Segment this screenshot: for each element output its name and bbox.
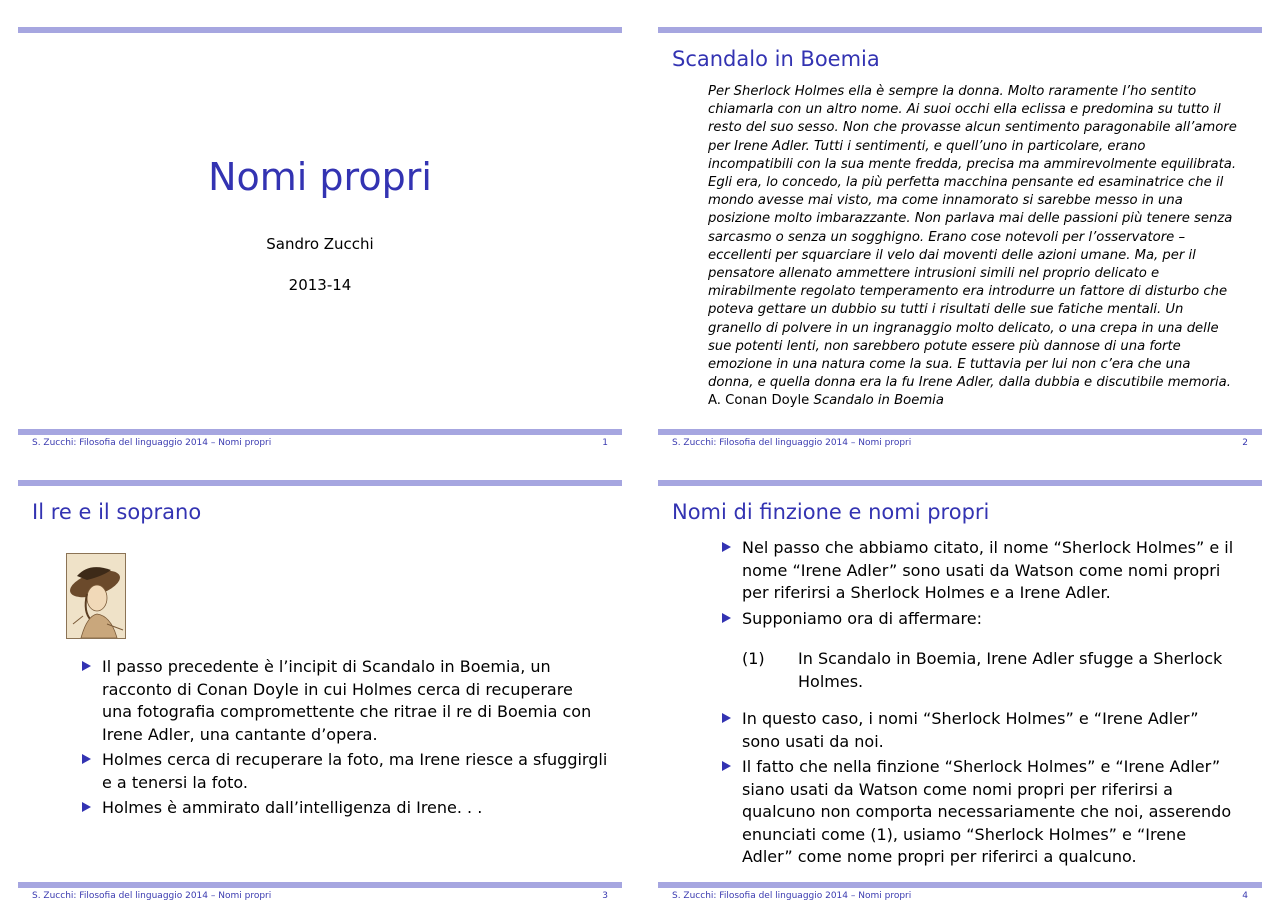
list-item: Supponiamo ora di affermare: bbox=[722, 608, 1242, 631]
frame-title: Scandalo in Boemia bbox=[672, 47, 880, 71]
slide-header-bar bbox=[18, 480, 622, 486]
list-item: Nel passo che abbiamo citato, il nome “Sherlock Holmes” e il nome “Irene Adler” sono usati da Watson come nomi propri per riferirsi a Sherlock Holmes e a Irene Adler. bbox=[722, 537, 1242, 605]
slide-2 bbox=[658, 27, 1262, 453]
quote-line: resto del suo sesso. Non che provasse alcun sentimento paragonabile all’amore bbox=[708, 120, 1237, 136]
slide-footer-bar bbox=[658, 429, 1262, 435]
list-item: Il fatto che nella finzione “Sherlock Holmes” e “Irene Adler” siano usati da Watson come nomi propri per riferirsi a qualcuno non comporta necessariamente che noi, asserendo enunciati come (1), usiamo “Sherlock Holmes” e “Irene Adler” come nome propri per riferirci a qualcuno. bbox=[722, 756, 1242, 869]
bullet-triangle-icon bbox=[82, 661, 91, 671]
bullet-triangle-icon bbox=[722, 713, 731, 723]
slide-header-bar bbox=[658, 27, 1262, 33]
slide-footer-bar bbox=[658, 882, 1262, 888]
example-number: (1) bbox=[742, 649, 765, 668]
quote-line: eccellenti per squarciare il velo dai moventi delle azioni umane. Ma, per il bbox=[708, 247, 1196, 263]
portrait-image bbox=[66, 553, 126, 639]
quote-line: mondo avesse mai visto, ma come innamorato si sarebbe messo in una bbox=[708, 193, 1183, 209]
quote-line: mirabilmente regolato temperamento era introdurre un fattore di disturbo che bbox=[708, 284, 1228, 300]
quote-source: A. Conan Doyle Scandalo in Boemia bbox=[708, 393, 944, 409]
author: Sandro Zucchi bbox=[266, 235, 374, 253]
quote-block bbox=[708, 83, 1237, 411]
slide-header-bar bbox=[658, 480, 1262, 486]
quote-line: incompatibili con la sua mente fredda, precisa ma ammirevolmente equilibrata. bbox=[708, 156, 1237, 172]
quote-line: posizione molto imbarazzante. Non parlava mai delle passioni più tenere senza bbox=[708, 211, 1233, 227]
footer-text: S. Zucchi: Filosofia del linguaggio 2014 – Nomi propri bbox=[32, 891, 272, 901]
list-item: Il passo precedente è l’incipit di Scandalo in Boemia, un racconto di Conan Doyle in cui Holmes cerca di recuperare una fotografia compromettente che ritrae il re di Boemia con Irene Adler, una cantante d’opera. bbox=[82, 656, 602, 746]
bullet-triangle-icon bbox=[722, 613, 731, 623]
bullet-triangle-icon bbox=[722, 542, 731, 552]
page-number: 1 bbox=[602, 438, 608, 448]
footer-text: S. Zucchi: Filosofia del linguaggio 2014 – Nomi propri bbox=[672, 438, 912, 448]
quote-line: sue potenti lenti, non sarebbero potute essere più dannose di una forte bbox=[708, 338, 1181, 354]
bullet-triangle-icon bbox=[82, 754, 91, 764]
bullet-list bbox=[82, 656, 608, 823]
quote-line: Egli era, lo concedo, la più perfetta macchina pensante ed esaminatrice che il bbox=[708, 175, 1224, 191]
frame-title: Nomi di finzione e nomi propri bbox=[672, 500, 990, 524]
quote-line: poteva gettare un dubbio su tutti i risultati delle sue fatiche mentali. Un bbox=[708, 302, 1184, 318]
bullet-list-top bbox=[722, 537, 1242, 633]
page-number: 2 bbox=[1242, 438, 1248, 448]
footer-text: S. Zucchi: Filosofia del linguaggio 2014 – Nomi propri bbox=[672, 891, 912, 901]
quote-line: emozione in una natura come la sua. E tuttavia per lui non c’era che una bbox=[708, 357, 1191, 373]
list-item: Holmes cerca di recuperare la foto, ma Irene riesce a sfuggirgli e a tenersi la foto. bbox=[82, 749, 602, 794]
page-number: 4 bbox=[1242, 891, 1248, 901]
bullet-triangle-icon bbox=[82, 802, 91, 812]
bullet-triangle-icon bbox=[722, 761, 731, 771]
quote-line: donna, e quella donna era la fu Irene Adler, dalla dubbia e discutibile memoria. bbox=[708, 375, 1231, 391]
frame-title: Il re e il soprano bbox=[32, 500, 202, 524]
slide-3 bbox=[18, 480, 622, 905]
quote-line: chiamarla con un altro nome. Ai suoi occhi ella eclissa e predomina su tutto il bbox=[708, 102, 1221, 118]
page-number: 3 bbox=[602, 891, 608, 901]
slide-header-bar bbox=[18, 27, 622, 33]
quote-line: pensatore allenato ammettere intrusioni simili nel proprio delicato e bbox=[708, 266, 1160, 282]
quote-line: per Irene Adler. Tutti i sentimenti, e quell’uno in particolare, erano bbox=[708, 138, 1146, 154]
slide-4 bbox=[658, 480, 1262, 905]
quote-line: Per Sherlock Holmes ella è sempre la donna. Molto raramente l’ho sentito bbox=[708, 84, 1197, 99]
list-item: In questo caso, i nomi “Sherlock Holmes” e “Irene Adler” sono usati da noi. bbox=[722, 708, 1242, 753]
date: 2013-14 bbox=[288, 276, 352, 294]
numbered-example bbox=[742, 648, 1242, 696]
slide-footer-bar bbox=[18, 429, 622, 435]
page-title: Nomi propri bbox=[208, 155, 432, 199]
quote-line: granello di polvere in un ingranaggio molto delicato, o una crepa in una delle bbox=[708, 320, 1219, 336]
list-item: Holmes è ammirato dall’intelligenza di Irene. . . bbox=[82, 797, 602, 820]
bullet-list-bottom bbox=[722, 708, 1242, 872]
quote-line: sarcasmo o senza un sogghigno. Erano cose notevoli per l’osservatore – bbox=[708, 229, 1186, 245]
footer-text: S. Zucchi: Filosofia del linguaggio 2014 – Nomi propri bbox=[32, 438, 272, 448]
slide-1 bbox=[18, 27, 622, 453]
example-body: In Scandalo in Boemia, Irene Adler sfugge a Sherlock Holmes. bbox=[798, 649, 1223, 691]
slide-footer-bar bbox=[18, 882, 622, 888]
